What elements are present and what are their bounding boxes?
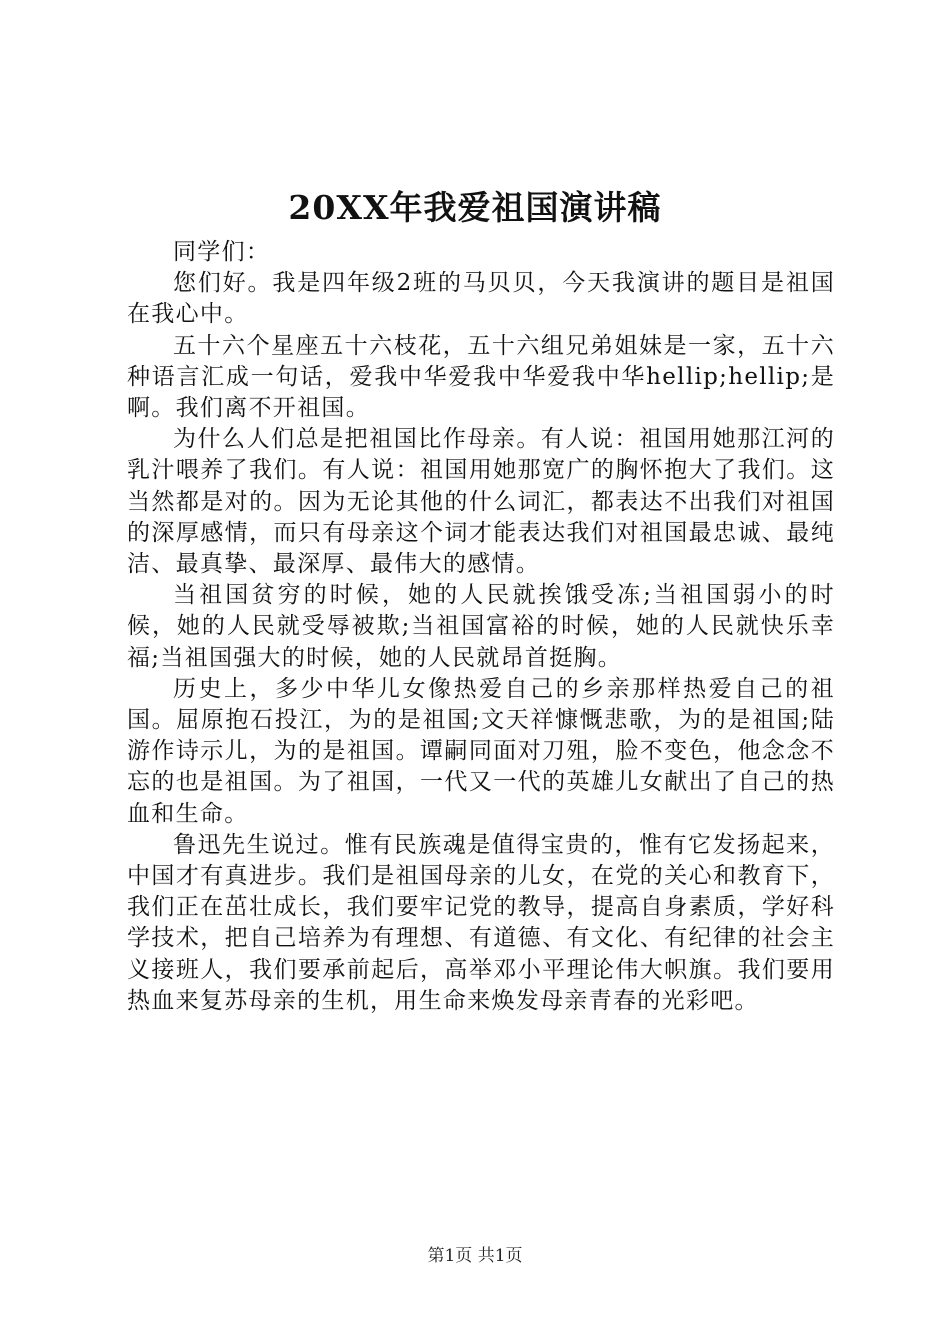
document-body [127, 237, 835, 1017]
document-title: 20XX年我爱祖国演讲稿 [288, 188, 662, 227]
paragraph-motherland-as-mother: 为什么人们总是把祖国比作母亲。有人说：祖国用她那江河的乳汁喂养了我们。有人说：祖国用她那宽广的胸怀抱大了我们。这当然都是对的。因为无论其他的什么词汇，都表达不出我们对祖国的深厚感情，而只有母亲这个词才能表达我们对祖国最忠诚、最纯洁、最真挚、最深厚、最伟大的感情。 [127, 426, 835, 578]
paragraph-lu-xun: 鲁迅先生说过。惟有民族魂是值得宝贵的，惟有它发扬起来，中国才有真进步。我们是祖国母亲的儿女，在党的关心和教育下，我们正在茁壮成长，我们要牢记党的教导，提高自身素质，学好科学技术，把自己培养为有理想、有道德、有文化、有纪律的社会主义接班人，我们要承前起后，高举邓小平理论伟大帜旗。我们要用热血来复苏母亲的生机，用生命来焕发母亲青春的光彩吧。 [127, 831, 835, 1014]
paragraph-fifty-six-nations: 五十六个星座五十六枝花，五十六组兄弟姐妹是一家，五十六种语言汇成一句话，爱我中华爱我中华爱我中华hellip;hellip;是啊。我们离不开祖国。 [127, 332, 835, 422]
paragraph-history: 历史上，多少中华儿女像热爱自己的乡亲那样热爱自己的祖国。屈原抱石投江，为的是祖国;文天祥慷慨悲歌，为的是祖国;陆游作诗示儿，为的是祖国。谭嗣同面对刀殂，脸不变色，他念念不忘的也是祖国。为了祖国，一代又一代的英雄儿女献出了自己的热血和生命。 [127, 675, 835, 827]
paragraph-poor-and-strong: 当祖国贫穷的时候，她的人民就挨饿受冻;当祖国弱小的时候，她的人民就受辱被欺;当祖国富裕的时候，她的人民就快乐幸福;当祖国强大的时候，她的人民就昂首挺胸。 [127, 582, 835, 671]
paragraph-greeting: 同学们： [173, 239, 271, 265]
page-footer: 第1页 共1页 [427, 1246, 523, 1266]
paragraph-introduction: 您们好。我是四年级2班的马贝贝，今天我演讲的题目是祖国在我心中。 [127, 270, 835, 328]
